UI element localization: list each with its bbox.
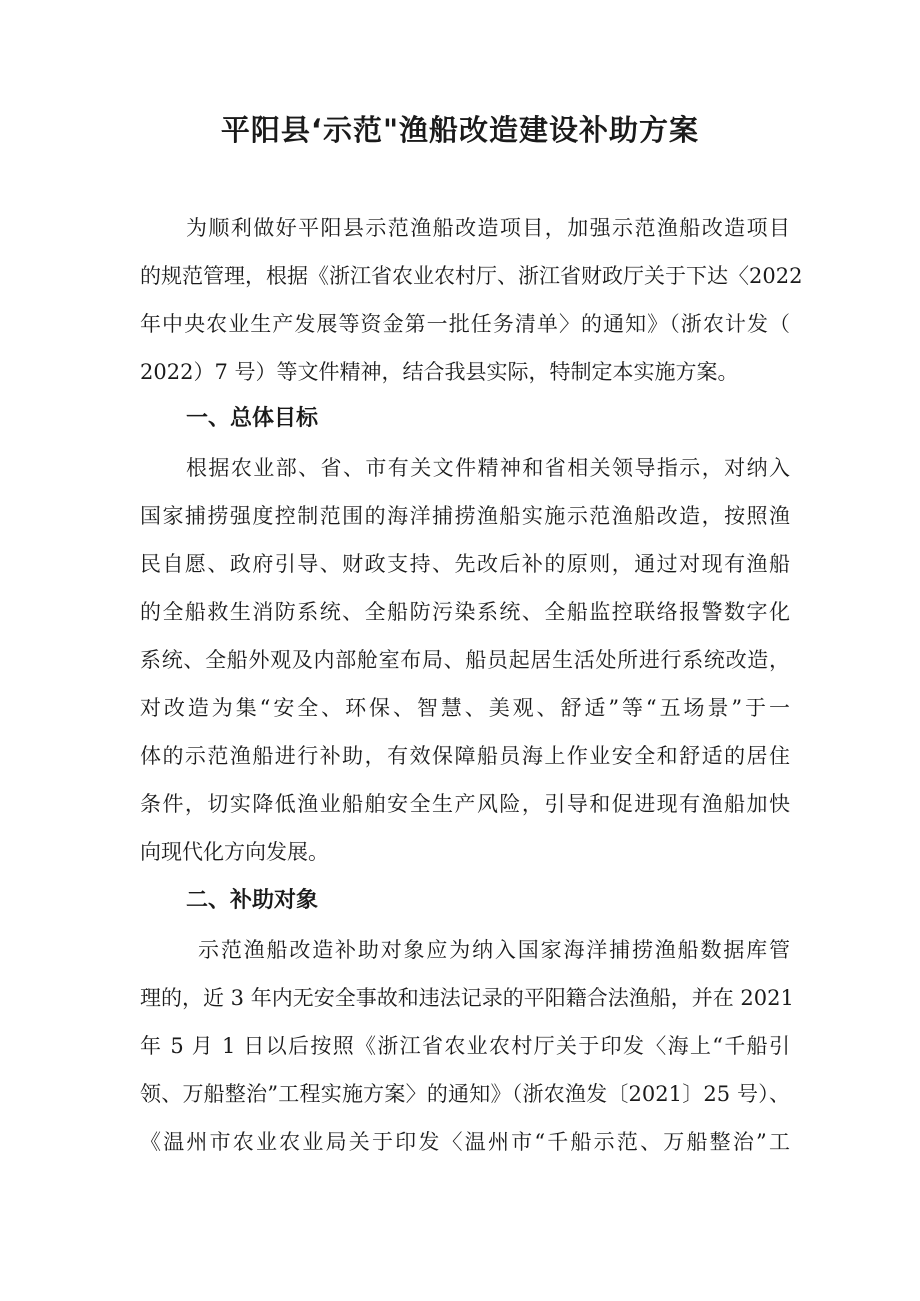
- document-title: 平阳县‘示范"渔船改造建设补助方案: [220, 113, 700, 147]
- section2-line-3: 年 5 月 1 日以后按照《浙江省农业农村厅关于印发〈海上“千船引: [140, 1034, 790, 1058]
- section2-line-1: 示范渔船改造补助对象应为纳入国家海洋捕捞渔船数据库管: [198, 938, 790, 962]
- section1-line-8: 条件，切实降低渔业船舶安全生产风险，引导和促进现有渔船加快: [140, 792, 790, 816]
- intro-line-3: 年中央农业生产发展等资金第一批任务清单〉的通知》（浙农计发（: [140, 312, 790, 336]
- intro-line-1: 为顺利做好平阳县示范渔船改造项目，加强示范渔船改造项目: [186, 216, 790, 240]
- section1-line-5: 系统、全船外观及内部舱室布局、船员起居生活处所进行系统改造，: [140, 648, 790, 672]
- section1-line-1: 根据农业部、省、市有关文件精神和省相关领导指示，对纳入: [186, 456, 790, 480]
- section1-line-6: 对改造为集“安全、环保、智慧、美观、舒适”等“五场景”于一: [140, 696, 790, 720]
- section1-line-7: 体的示范渔船进行补助，有效保障船员海上作业安全和舒适的居住: [140, 744, 790, 768]
- section2-line-4: 领、万船整治”工程实施方案〉的通知》（浙农渔发〔2021〕25 号）、: [140, 1082, 790, 1106]
- section1-line-4: 的全船救生消防系统、全船防污染系统、全船监控联络报警数字化: [140, 600, 790, 624]
- section1-line-2: 国家捕捞强度控制范围的海洋捕捞渔船实施示范渔船改造，按照渔: [140, 504, 790, 528]
- section1-heading: 一、总体目标: [186, 406, 319, 431]
- section2-line-2: 理的，近 3 年内无安全事故和违法记录的平阳籍合法渔船，并在 2021: [140, 986, 794, 1010]
- section2-heading: 二、补助对象: [186, 888, 319, 913]
- section1-line-9: 向现代化方向发展。: [140, 840, 329, 864]
- intro-line-4: 2022）7 号）等文件精神，结合我县实际，特制定本实施方案。: [140, 360, 739, 384]
- section1-line-3: 民自愿、政府引导、财政支持、先改后补的原则，通过对现有渔船: [140, 552, 790, 576]
- intro-line-2: 的规范管理，根据《浙江省农业农村厅、浙江省财政厅关于下达〈2022: [140, 264, 803, 288]
- section2-line-5: 《温州市农业农业局关于印发〈温州市“千船示范、万船整治”工: [140, 1130, 790, 1154]
